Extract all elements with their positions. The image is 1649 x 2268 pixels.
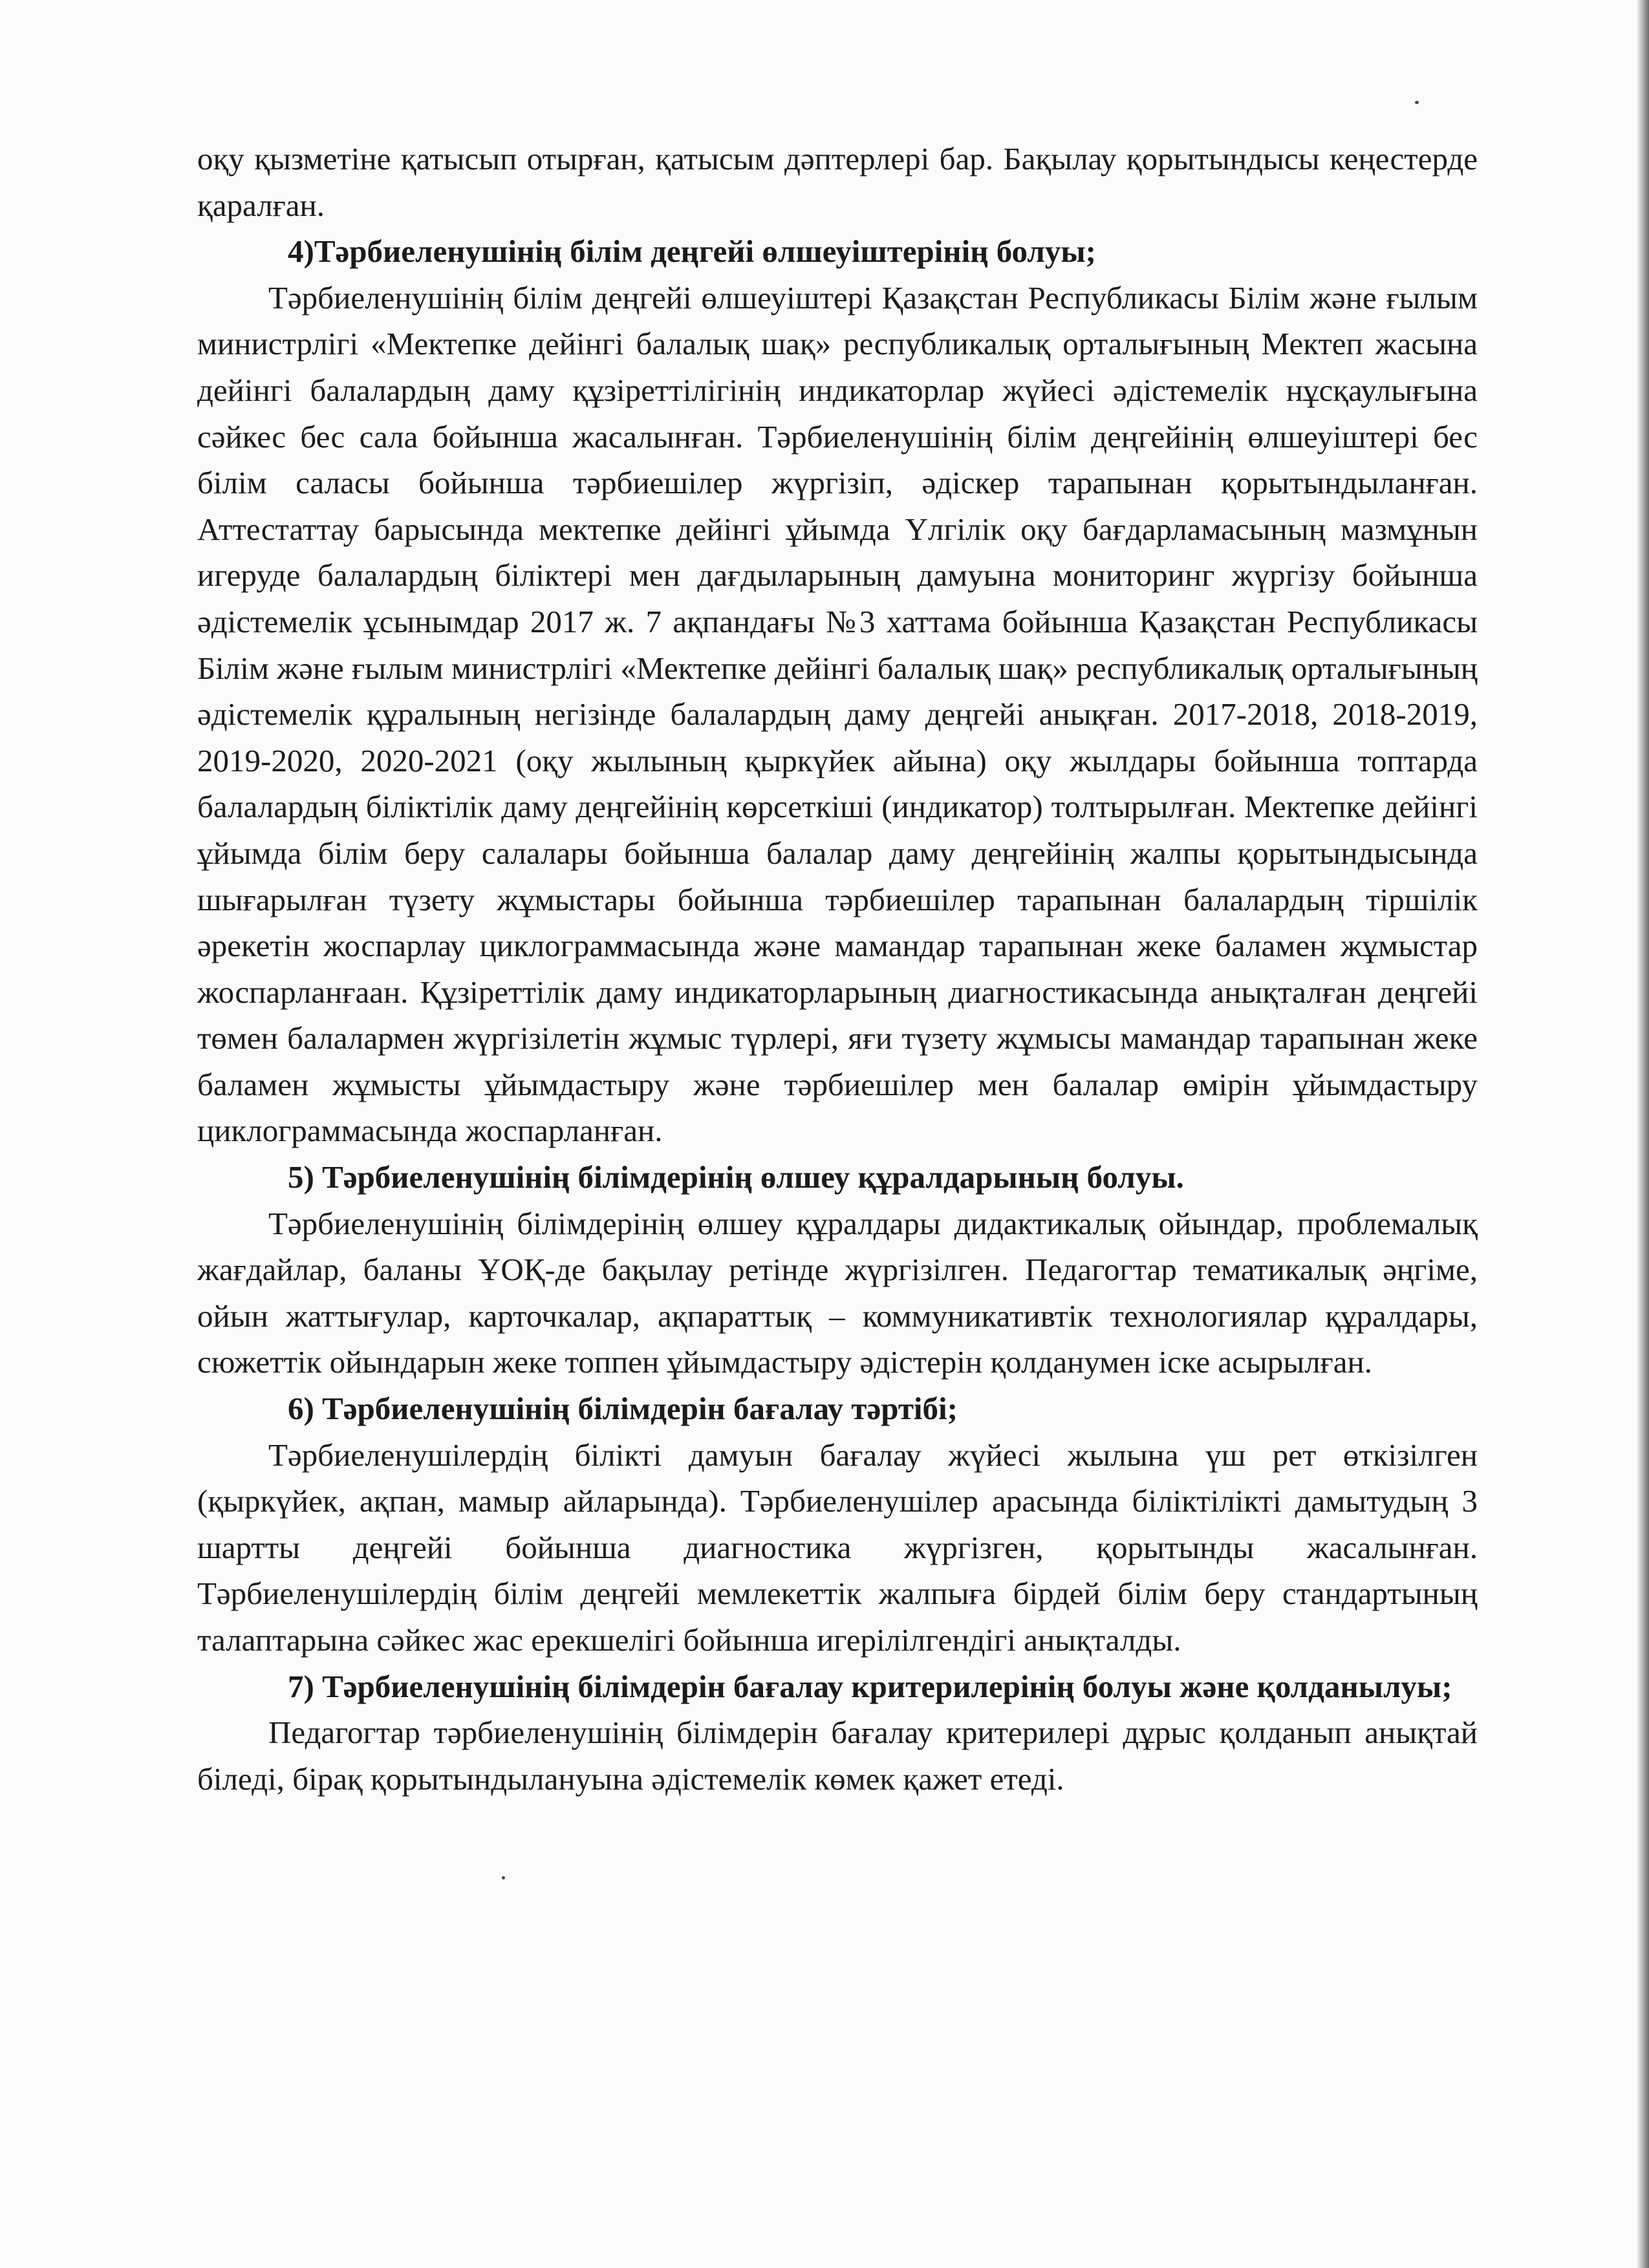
- paragraph-section-5: Тәрбиеленушінің білімдерінің өлшеу құралдары дидактикалық ойындар, проблемалық жағдайлар, баланы ҰОҚ-де бақылау ретінде жүргізілген. Педагогтар тематикалық әңгіме, ойын жаттығулар, карточкалар, ақпараттық – коммуникативтік технологиялар құралдары, сюжеттік ойындарын жеке топпен ұйымдастыру әдістерін қолданумен іске асырылған.: [197, 1205, 1478, 1380]
- paragraph-section-7: Педагогтар тәрбиеленушінің білімдерін бағалау критерилері дұрыс қолданып анықтай біледі, бірақ қорытындылануына әдістемелік көмек қажет етеді.: [197, 1715, 1478, 1797]
- section-heading-6: 6) Тәрбиеленушінің білімдерін бағалау тәртібі;: [288, 1391, 958, 1427]
- scan-edge-shadow: [1637, 0, 1649, 2268]
- paragraph-section-6: Тәрбиеленушілердің білікті дамуын бағалау жүйесі жылына үш рет өткізілген (қыркүйек, ақпан, мамыр айларында). Тәрбиеленушілер арасында біліктілікті дамытудың 3 шартты деңгейі бойынша диагностика жүргізген, қорытынды жасалынған. Тәрбиеленушілердің білім деңгейі мемлекеттік жалпыға бірдей білім беру стандартының талаптарына сәйкес жас ерекшелігі бойынша игерілілгендігі анықталды.: [197, 1437, 1478, 1658]
- section-heading-4: 4)Тәрбиеленушінің білім деңгейі өлшеуіштерінің болуы;: [288, 233, 1096, 270]
- scan-speck: [1415, 101, 1419, 104]
- section-heading-5: 5) Тәрбиеленушінің білімдерінің өлшеу құралдарының болуы.: [288, 1159, 1184, 1195]
- paragraph-continuation: оқу қызметіне қатысып отырған, қатысым дәптерлері бар. Бақылау қорытындысы кеңестерде қаралған.: [197, 141, 1478, 223]
- document-page: [197, 136, 1478, 1802]
- section-heading-7: 7) Тәрбиеленушінің білімдерін бағалау критерилерінің болуы және қолданылуы;: [288, 1668, 1452, 1704]
- paragraph-section-4: Тәрбиеленушінің білім деңгейі өлшеуіштері Қазақстан Республикасы Білім және ғылым министрлігі «Мектепке дейінгі балалық шақ» республикалық орталығының Мектеп жасына дейінгі балалардың даму құзіреттілігінің индикаторлар жүйесі әдістемелік нұсқаулығына сәйкес бес сала бойынша жасалынған. Тәрбиеленушінің білім деңгейінің өлшеуіштері бес білім саласы бойынша тәрбиешілер жүргізіп, әдіскер тарапынан қорытындыланған. Аттестаттау барысында мектепке дейінгі ұйымда Үлгілік оқу бағдарламасының мазмұнын игеруде балалардың біліктері мен дағдыларының дамуына мониторинг жүргізу бойынша әдістемелік ұсынымдар 2017 ж. 7 ақпандағы №3 хаттама бойынша Қазақстан Республикасы Білім және ғылым министрлігі «Мектепке дейінгі балалық шақ» республикалық орталығының әдістемелік құралының негізінде балалардың даму деңгейі анықған. 2017-2018, 2018-2019, 2019-2020, 2020-2021 (оқу жылының қыркүйек айына) оқу жылдары бойынша топтарда балалардың біліктілік даму деңгейінің көрсеткіші (индикатор) толтырылған. Мектепке дейінгі ұйымда білім беру салалары бойынша балалар даму деңгейінің жалпы қорытындысында шығарылған түзету жұмыстары бойынша тәрбиешілер тарапынан балалардың тіршілік әрекетін жоспарлау циклограммасында және мамандар тарапынан жеке баламен жұмыстар жоспарланғаан. Құзіреттілік даму индикаторларының диагностикасында анықталған деңгейі төмен балалармен жүргізілетін жұмыс түрлері, яғи түзету жұмысы мамандар тарапынан жеке баламен жұмысты ұйымдастыру және тәрбиешілер мен балалар өмірін ұйымдастыру циклограммасында жоспарланған.: [197, 279, 1478, 1149]
- scan-speck: [502, 1876, 505, 1879]
